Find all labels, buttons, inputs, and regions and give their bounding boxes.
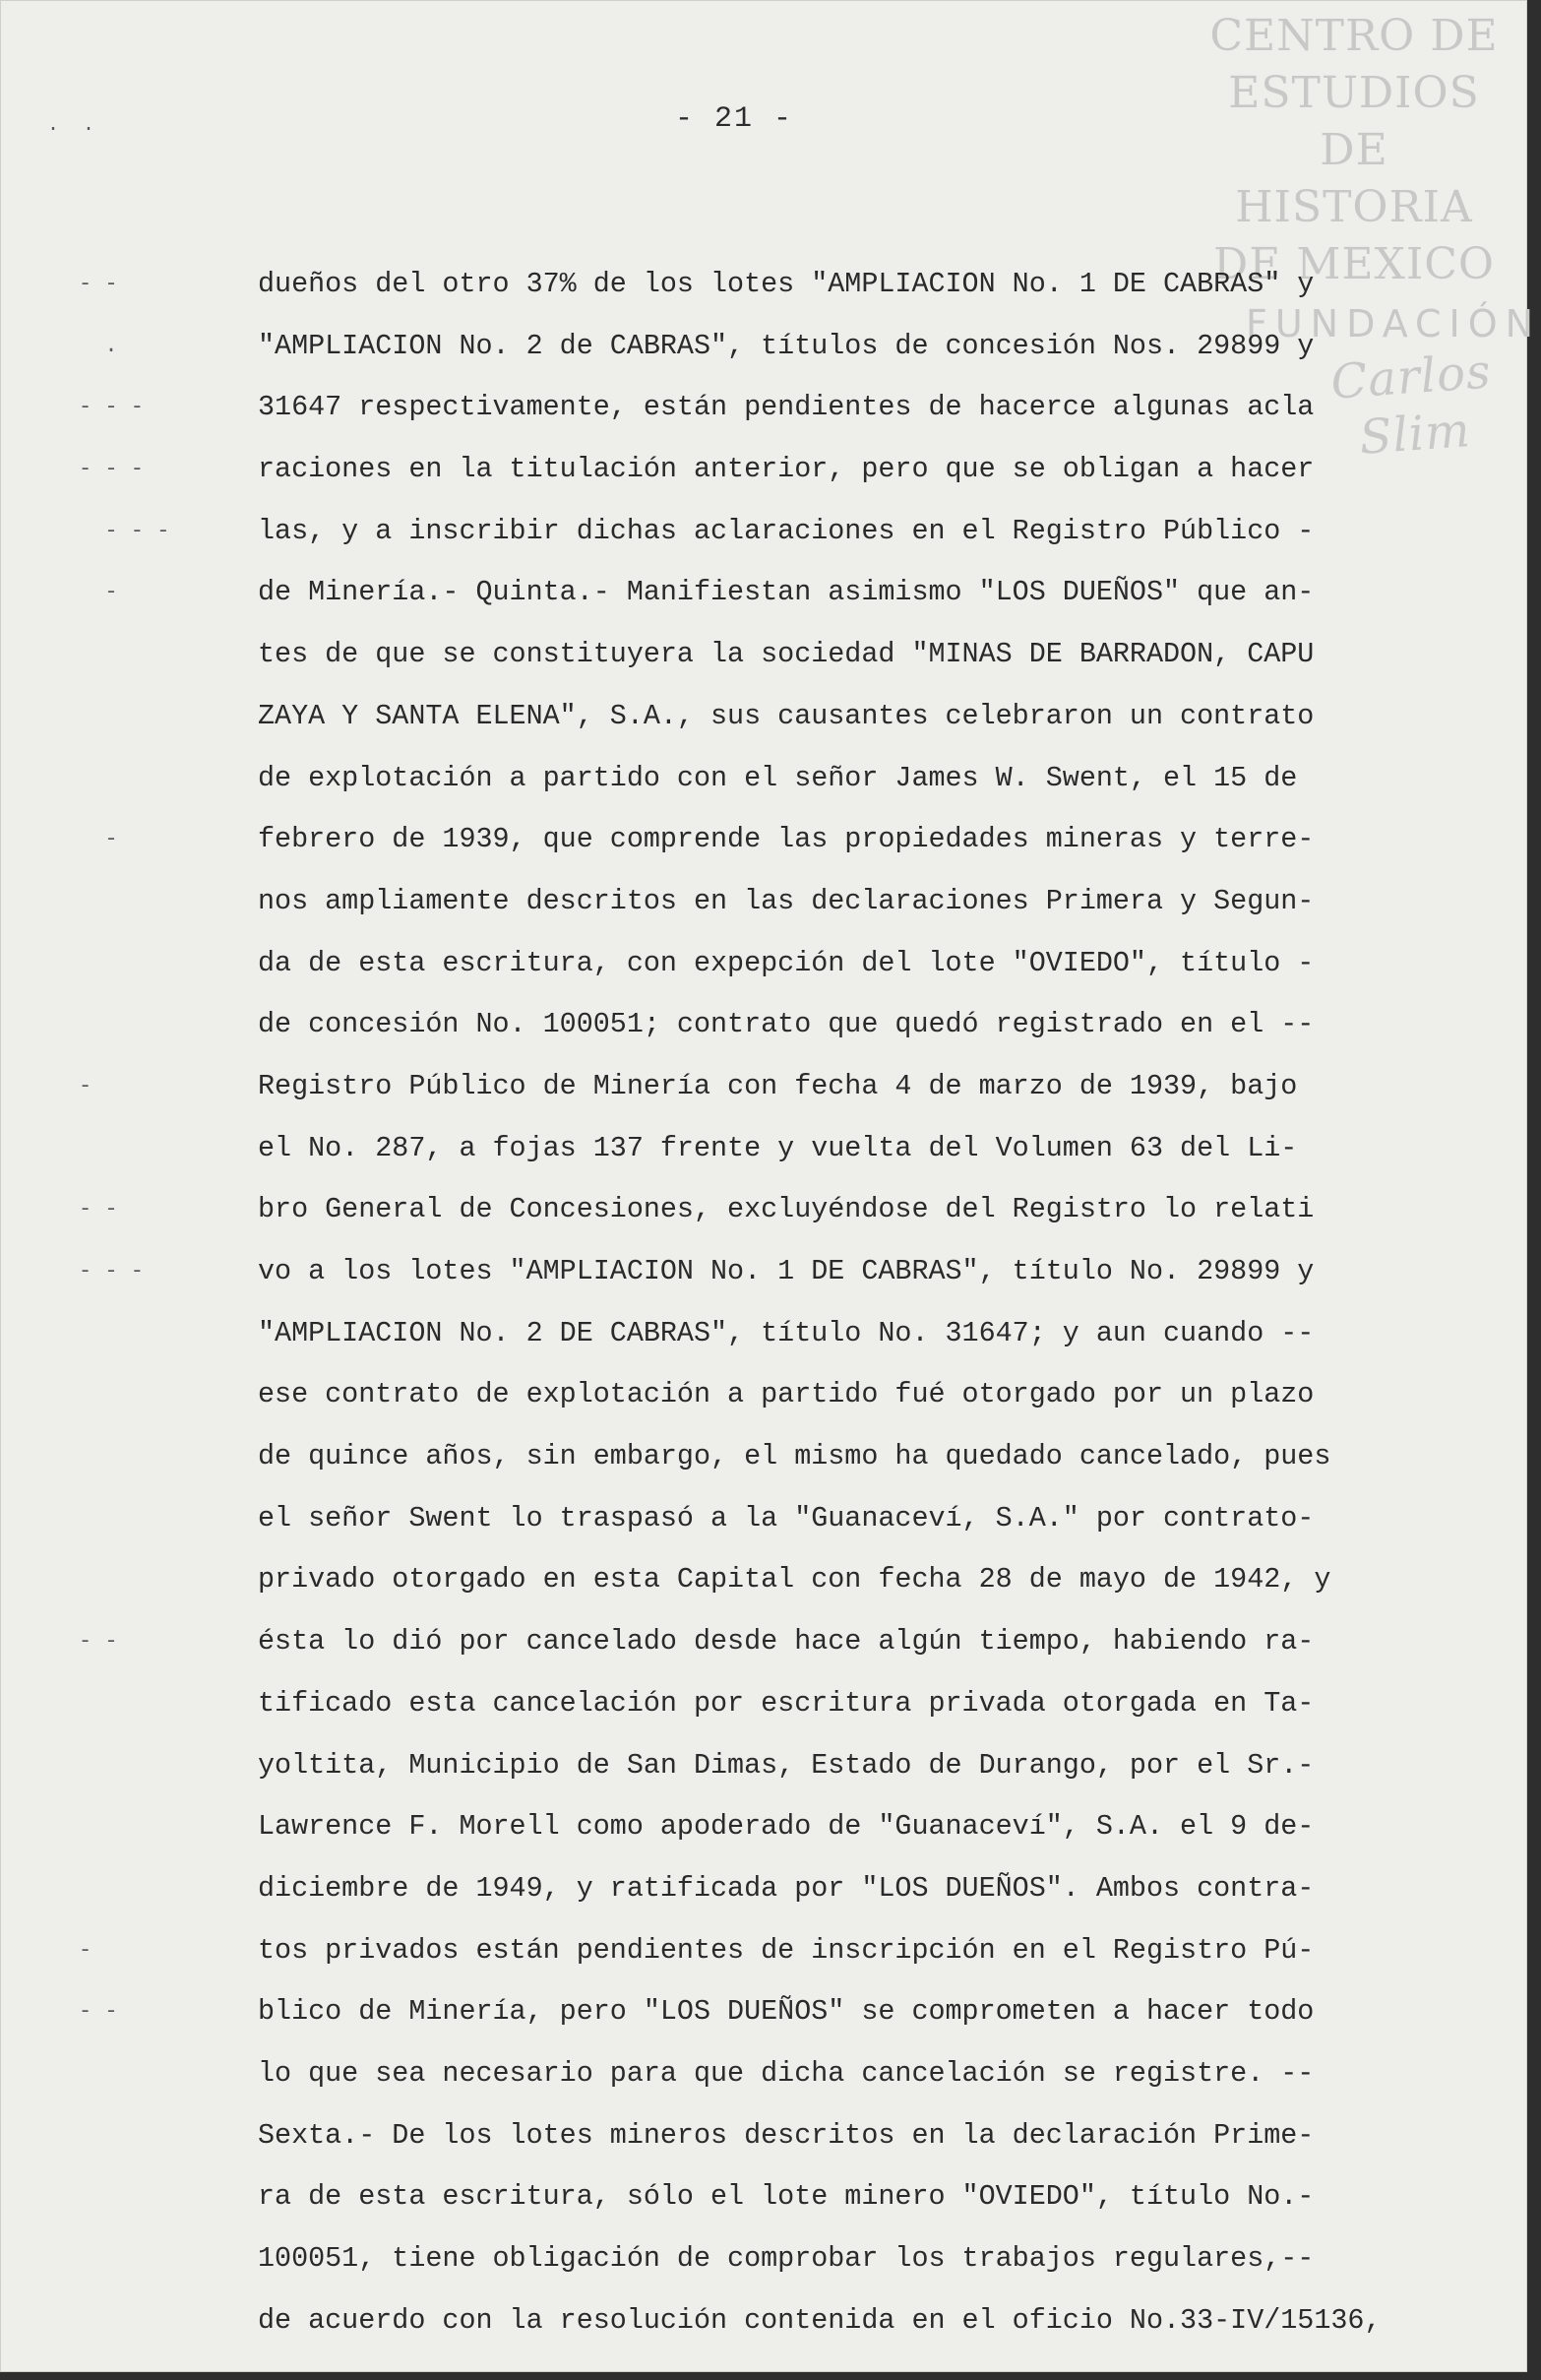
text-line: 31647 respectivamente, están pendientes de hacerce algunas acla bbox=[258, 391, 1315, 424]
text-line: "AMPLIACION No. 2 de CABRAS", títulos de concesión Nos. 29899 y bbox=[258, 329, 1315, 362]
corner-mark: . . bbox=[47, 114, 95, 137]
margin-dash bbox=[79, 1488, 167, 1550]
text-line: el señor Swent lo traspasó a la "Guanaceví, S.A." por contrato- bbox=[258, 1501, 1315, 1534]
margin-dash bbox=[79, 748, 167, 810]
text-line: tos privados están pendientes de inscripción en el Registro Pú- bbox=[258, 1933, 1315, 1967]
text-line: lo que sea necesario para que dicha cancelación se registre. -- bbox=[258, 2056, 1315, 2090]
margin-dash: - bbox=[79, 1937, 92, 1963]
margin-dash: - - bbox=[79, 1197, 118, 1222]
text-line: el No. 287, a fojas 137 frente y vuelta del Volumen 63 del Li- bbox=[258, 1131, 1298, 1164]
text-line: las, y a inscribir dichas aclaraciones en el Registro Público - bbox=[258, 514, 1315, 547]
text-line: febrero de 1939, que comprende las propiedades mineras y terre- bbox=[258, 823, 1315, 856]
margin-dash bbox=[79, 1858, 167, 1920]
margin-dash: - bbox=[79, 580, 118, 605]
text-line: 100051, tiene obligación de comprobar los trabajos regulares,-- bbox=[258, 2242, 1315, 2275]
text-line: privado otorgado en esta Capital con fecha 28 de mayo de 1942, y bbox=[258, 1563, 1331, 1597]
margin-dash bbox=[79, 1364, 167, 1426]
text-line: ésta lo dió por cancelado desde hace algún tiempo, habiendo ra- bbox=[258, 1625, 1315, 1659]
margin-dash bbox=[79, 1549, 167, 1611]
text-line: ZAYA Y SANTA ELENA", S.A., sus causantes celebraron un contrato bbox=[258, 699, 1315, 732]
margin-dash bbox=[79, 1735, 167, 1797]
text-line: de Minería.- Quinta.- Manifiestan asimismo "LOS DUEÑOS" que an- bbox=[258, 576, 1315, 609]
text-line: de acuerdo con la resolución contenida en el oficio No.33-IV/15136, bbox=[258, 2303, 1382, 2337]
text-line: de quince años, sin embargo, el mismo ha quedado cancelado, pues bbox=[258, 1440, 1331, 1473]
margin-dash: - - - bbox=[79, 457, 145, 482]
text-line: de explotación a partido con el señor James W. Swent, el 15 de bbox=[258, 761, 1298, 794]
margin-dash bbox=[79, 2166, 167, 2228]
watermark-signature: Carlos Slim bbox=[1328, 344, 1494, 466]
margin-dash: - bbox=[79, 827, 118, 852]
margin-dash: - - bbox=[79, 1629, 118, 1655]
margin-dash: - - - bbox=[79, 1259, 145, 1284]
text-line: vo a los lotes "AMPLIACION No. 1 DE CABRAS", título No. 29899 y bbox=[258, 1255, 1315, 1287]
margin-dash bbox=[79, 2105, 167, 2167]
margin-dash: - - bbox=[79, 1999, 118, 2025]
document-body bbox=[258, 254, 1439, 2351]
text-line: Lawrence F. Morell como apoderado de "Guanaceví", S.A. el 9 de- bbox=[258, 1810, 1315, 1844]
text-line: Registro Público de Minería con fecha 4 de marzo de 1939, bajo bbox=[258, 1069, 1298, 1102]
watermark-line: ESTUDIOS bbox=[1228, 68, 1480, 118]
margin-dash bbox=[79, 2043, 167, 2105]
margin-dash: - - - bbox=[79, 395, 145, 420]
watermark-line: CENTRO DE bbox=[1209, 11, 1499, 61]
watermark-line: DE MEXICO bbox=[1213, 239, 1495, 289]
text-line: raciones en la titulación anterior, pero que se obligan a hacer bbox=[258, 453, 1315, 486]
margin-dash bbox=[79, 686, 167, 748]
text-line: da de esta escritura, con expepción del lote "OVIEDO", título - bbox=[258, 946, 1315, 979]
margin-dash bbox=[79, 1303, 167, 1365]
watermark-foundation: FUNDACIÓN bbox=[1246, 302, 1541, 345]
margin-dash: - - bbox=[79, 272, 118, 296]
margin-dash bbox=[79, 624, 167, 686]
text-line: yoltita, Municipio de San Dimas, Estado de Durango, por el Sr.- bbox=[258, 1748, 1315, 1782]
text-line: dueños del otro 37% de los lotes "AMPLIACION No. 1 DE CABRAS" y bbox=[258, 268, 1315, 300]
margin-dash bbox=[79, 2228, 167, 2290]
margin-dash bbox=[79, 933, 167, 995]
margin-dash bbox=[79, 1673, 167, 1735]
margin-dash: - - - bbox=[79, 518, 170, 543]
margin-dash bbox=[79, 994, 167, 1056]
margin-dashes bbox=[79, 254, 170, 2351]
text-line: tificado esta cancelación por escritura privada otorgada en Ta- bbox=[258, 1686, 1315, 1720]
text-line: nos ampliamente descritos en las declaraciones Primera y Segun- bbox=[258, 884, 1315, 917]
text-line: de concesión No. 100051; contrato que quedó registrado en el -- bbox=[258, 1008, 1315, 1041]
text-line: diciembre de 1949, y ratificada por "LOS DUEÑOS". Ambos contra- bbox=[258, 1871, 1315, 1905]
text-line: ra de esta escritura, sólo el lote minero "OVIEDO", título No.- bbox=[258, 2180, 1315, 2214]
page-number: - 21 - bbox=[675, 102, 794, 136]
text-line: blico de Minería, pero "LOS DUEÑOS" se comprometen a hacer todo bbox=[258, 1995, 1315, 2029]
text-line: tes de que se constituyera la sociedad "MINAS DE BARRADON, CAPU bbox=[258, 638, 1315, 671]
margin-dash: . bbox=[79, 333, 118, 358]
text-line: ese contrato de explotación a partido fué otorgado por un plazo bbox=[258, 1378, 1315, 1411]
text-line: Sexta.- De los lotes mineros descritos en la declaración Prime- bbox=[258, 2118, 1315, 2152]
margin-dash bbox=[79, 1796, 167, 1858]
watermark-line: DE HISTORIA bbox=[1235, 125, 1473, 232]
margin-dash bbox=[79, 1118, 167, 1180]
text-line: "AMPLIACION No. 2 DE CABRAS", título No. 31647; y aun cuando -- bbox=[258, 1316, 1315, 1349]
margin-dash bbox=[79, 871, 167, 933]
text-line: bro General de Concesiones, excluyéndose del Registro lo relati bbox=[258, 1193, 1315, 1226]
margin-dash: - bbox=[79, 1073, 92, 1098]
margin-dash bbox=[79, 2290, 167, 2352]
margin-dash bbox=[79, 1426, 167, 1488]
